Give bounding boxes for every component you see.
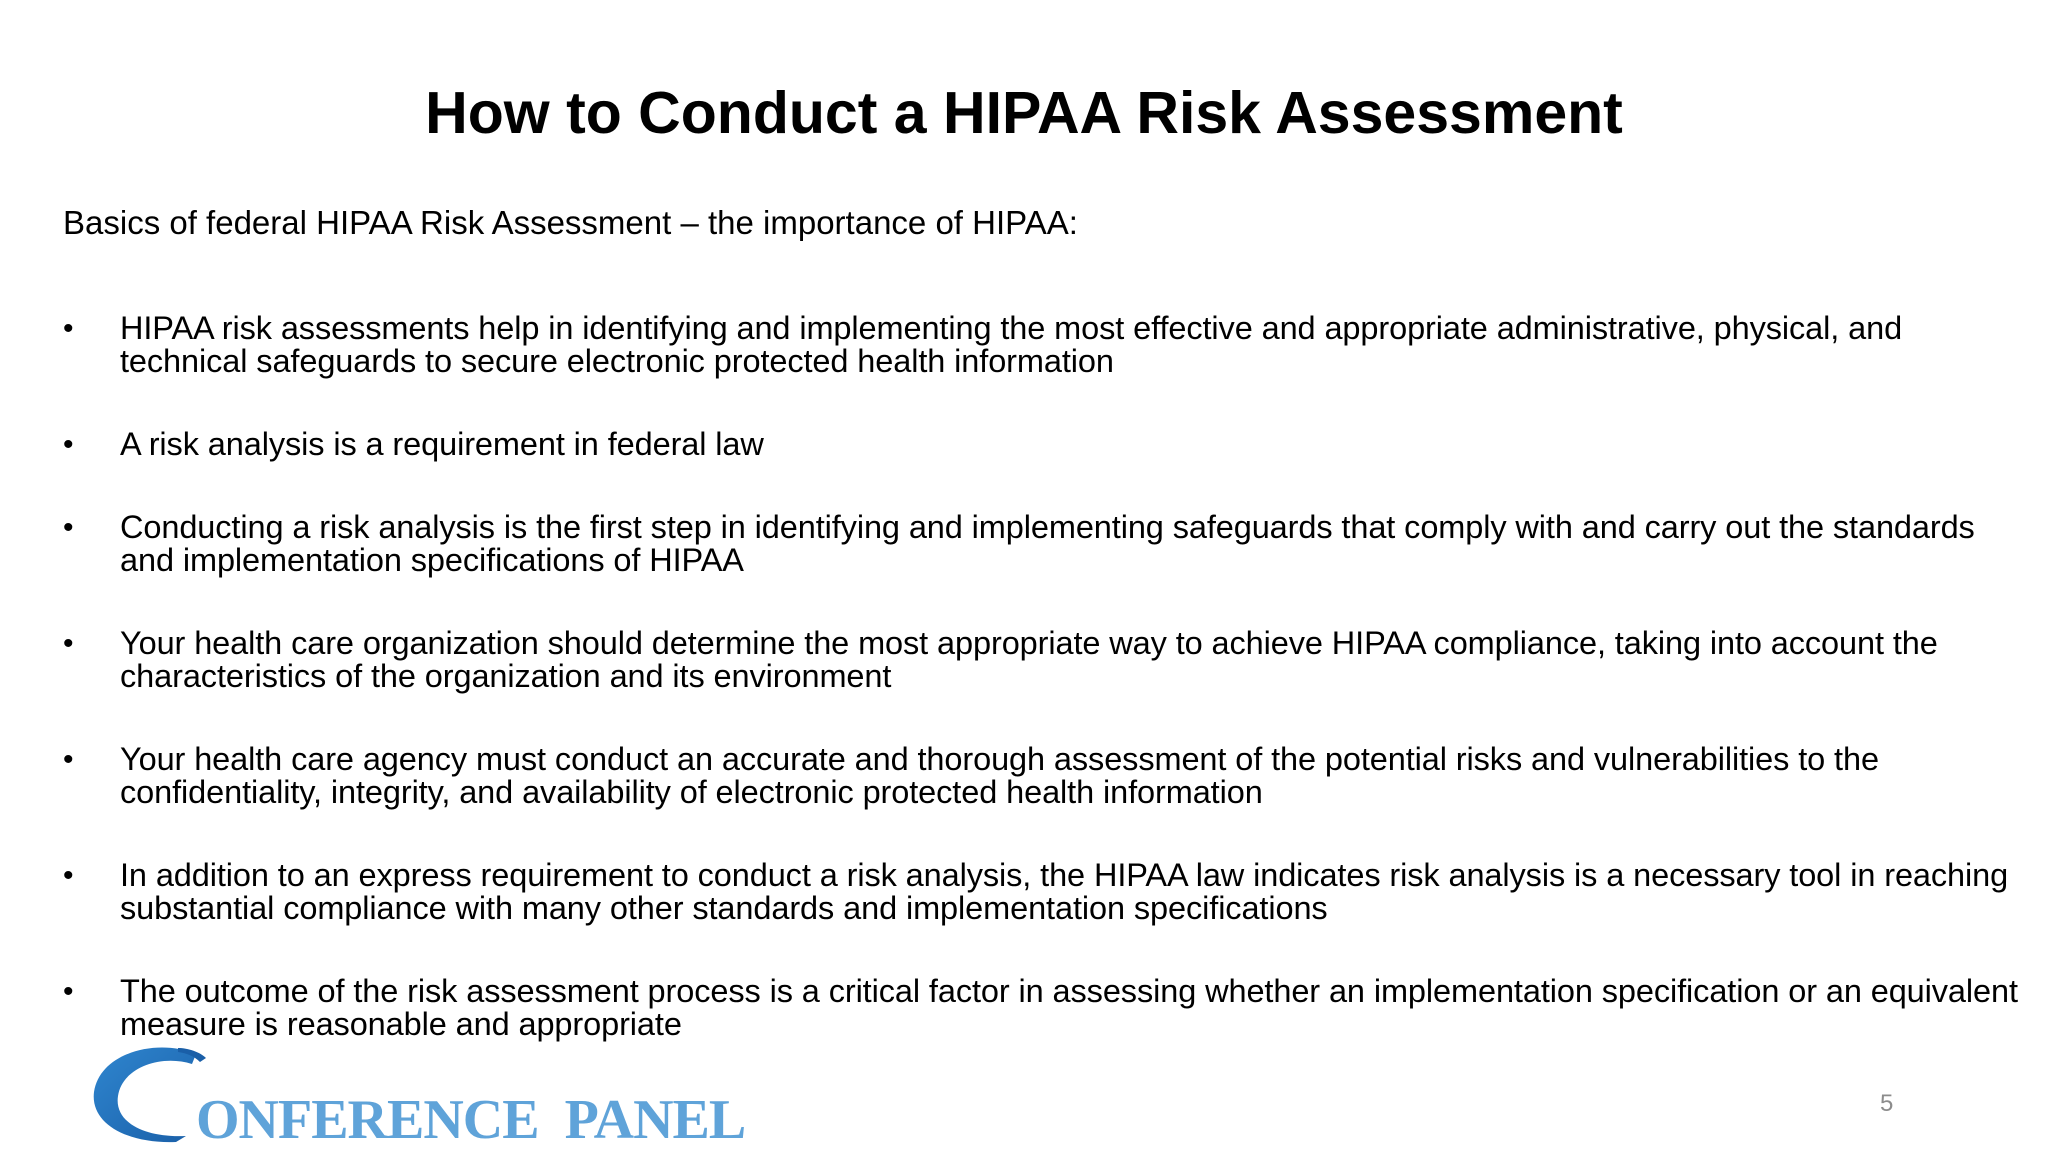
conference-panel-logo xyxy=(88,1040,746,1152)
logo-text: ONFERENCE PANEL xyxy=(196,1089,746,1151)
bullet-item xyxy=(63,511,2023,577)
bullet-item xyxy=(63,859,2023,925)
bullet-list xyxy=(63,312,2023,1091)
bullet-icon: • xyxy=(63,511,74,544)
page-number: 5 xyxy=(1880,1090,1894,1117)
bullet-icon: • xyxy=(63,743,74,776)
bullet-text: Conducting a risk analysis is the first step in identifying and implementing safeguards that comply with and carry out the standards and implementation specifications of HIPAA xyxy=(120,509,1975,578)
bullet-text: HIPAA risk assessments help in identifying and implementing the most effective and appropriate administrative, physical, and technical safeguards to secure electronic protected health information xyxy=(120,310,1903,379)
bullet-item xyxy=(63,627,2023,693)
bullet-icon: • xyxy=(63,975,74,1008)
bullet-text: Your health care organization should determine the most appropriate way to achieve HIPAA compliance, taking into account the characteristics of the organization and its environment xyxy=(120,625,1938,694)
bullet-text: The outcome of the risk assessment process is a critical factor in assessing whether an implementation specification or an equivalent measure is reasonable and appropriate xyxy=(120,973,2018,1042)
bullet-text: Your health care agency must conduct an accurate and thorough assessment of the potential risks and vulnerabilities to the confidentiality, integrity, and availability of electronic protected health information xyxy=(120,741,1879,810)
bullet-icon: • xyxy=(63,312,74,345)
intro-text: Basics of federal HIPAA Risk Assessment – the importance of HIPAA: xyxy=(63,204,1078,241)
bullet-item xyxy=(63,312,2023,378)
bullet-icon: • xyxy=(63,428,74,461)
bullet-icon: • xyxy=(63,859,74,892)
bullet-item xyxy=(63,975,2023,1041)
bullet-item xyxy=(63,743,2023,809)
bullet-text: A risk analysis is a requirement in federal law xyxy=(120,426,764,462)
slide-title: How to Conduct a HIPAA Risk Assessment xyxy=(425,80,1623,146)
bullet-icon: • xyxy=(63,627,74,660)
bullet-text: In addition to an express requirement to conduct a risk analysis, the HIPAA law indicates risk analysis is a necessary tool in reaching substantial compliance with many other standards and implementation specifications xyxy=(120,857,2009,926)
bullet-item xyxy=(63,428,2023,461)
